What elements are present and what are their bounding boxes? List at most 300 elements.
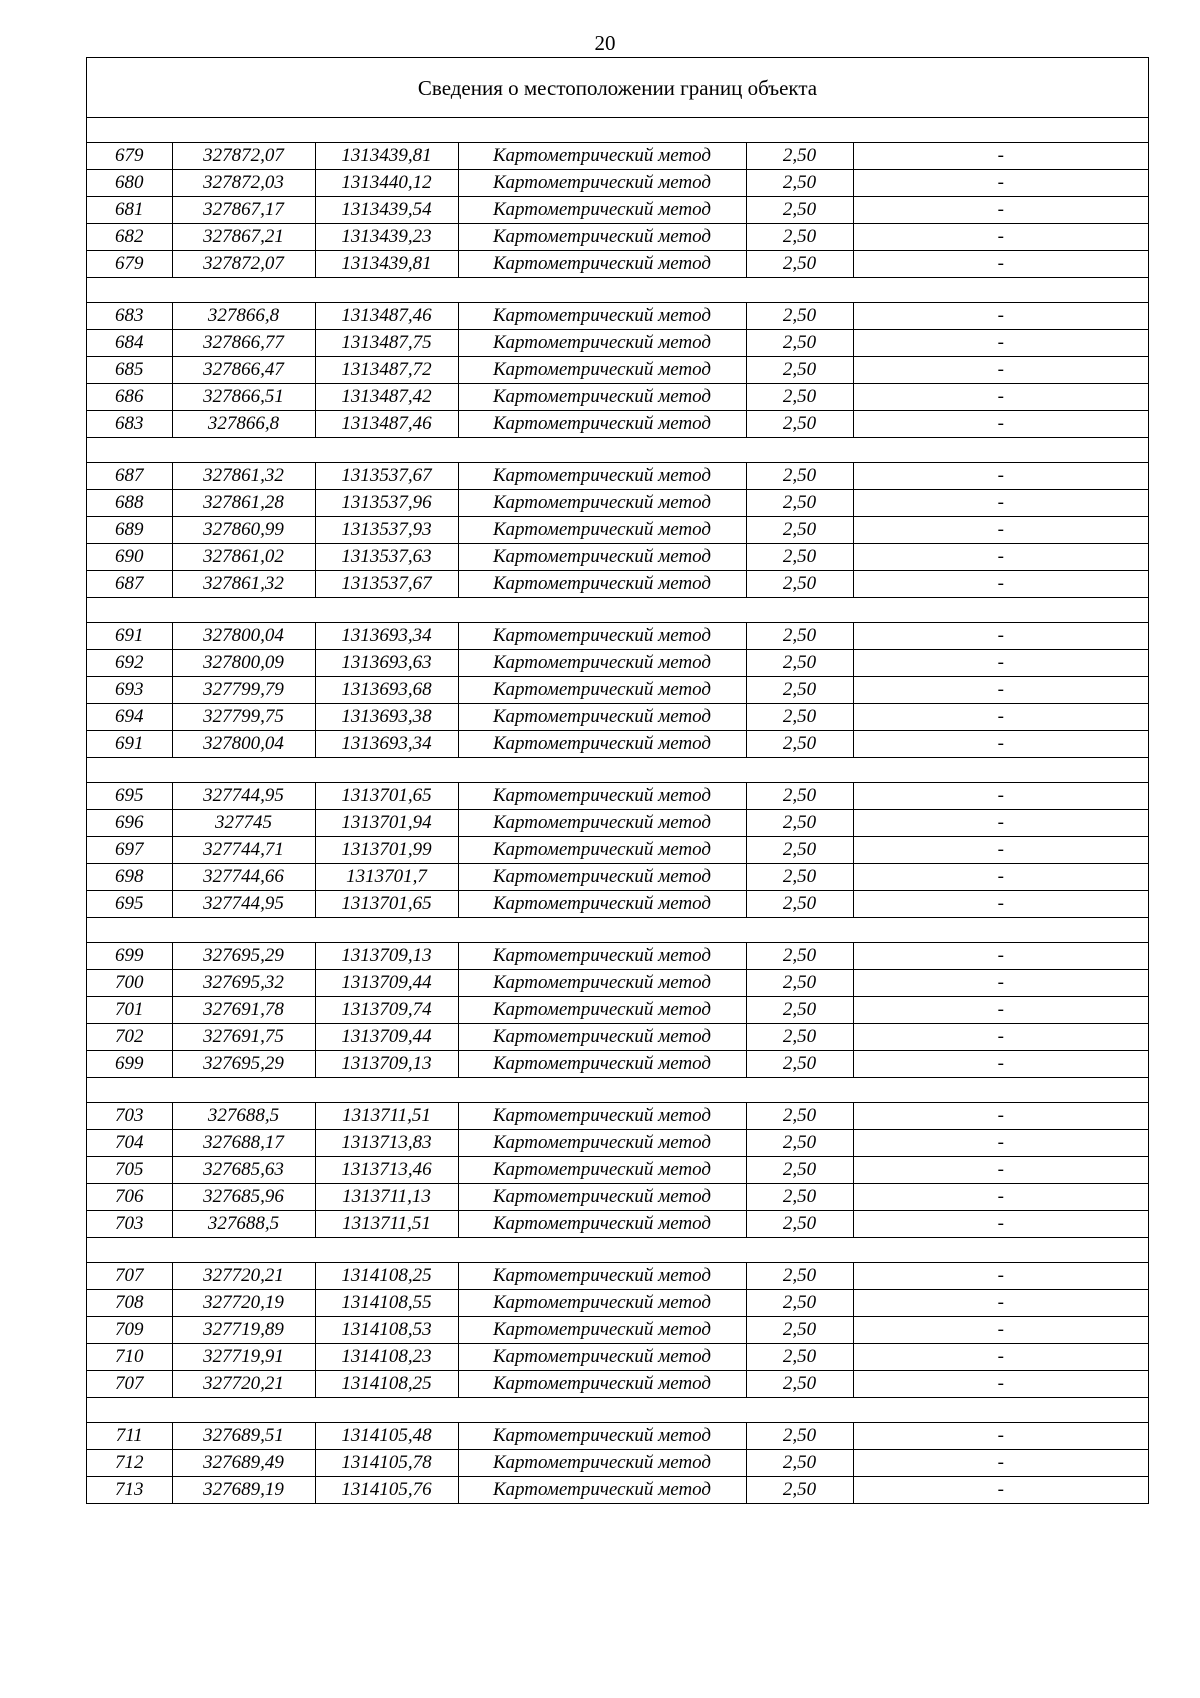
x-coordinate-cell: 327861,32 — [172, 463, 315, 490]
point-number-cell: 687 — [87, 571, 172, 598]
method-cell: Картометрический метод — [458, 731, 746, 758]
x-coordinate-cell: 327689,51 — [172, 1423, 315, 1450]
x-coordinate-cell: 327689,19 — [172, 1477, 315, 1504]
x-coordinate-cell: 327867,21 — [172, 224, 315, 251]
accuracy-cell: 2,50 — [746, 1477, 853, 1504]
separator-cell — [87, 438, 1148, 463]
point-number-cell: 683 — [87, 411, 172, 438]
note-cell: - — [853, 970, 1148, 997]
method-cell: Картометрический метод — [458, 1477, 746, 1504]
separator-row — [87, 598, 1148, 623]
point-number-cell: 681 — [87, 197, 172, 224]
method-cell: Картометрический метод — [458, 357, 746, 384]
y-coordinate-cell: 1314108,55 — [315, 1290, 458, 1317]
point-number-cell: 682 — [87, 224, 172, 251]
note-cell: - — [853, 463, 1148, 490]
point-number-cell: 696 — [87, 810, 172, 837]
separator-row — [87, 278, 1148, 303]
point-number-cell: 700 — [87, 970, 172, 997]
table-row — [87, 170, 1148, 197]
y-coordinate-cell: 1313439,54 — [315, 197, 458, 224]
y-coordinate-cell: 1313487,42 — [315, 384, 458, 411]
x-coordinate-cell: 327800,04 — [172, 623, 315, 650]
table-row — [87, 783, 1148, 810]
separator-cell — [87, 918, 1148, 943]
y-coordinate-cell: 1313709,74 — [315, 997, 458, 1024]
note-cell: - — [853, 197, 1148, 224]
table-row — [87, 650, 1148, 677]
y-coordinate-cell: 1313709,44 — [315, 970, 458, 997]
point-number-cell: 703 — [87, 1103, 172, 1130]
point-number-cell: 698 — [87, 864, 172, 891]
table-row — [87, 1423, 1148, 1450]
x-coordinate-cell: 327720,21 — [172, 1371, 315, 1398]
note-cell: - — [853, 650, 1148, 677]
accuracy-cell: 2,50 — [746, 1450, 853, 1477]
y-coordinate-cell: 1313711,51 — [315, 1211, 458, 1238]
table-row — [87, 1371, 1148, 1398]
method-cell: Картометрический метод — [458, 1344, 746, 1371]
note-cell: - — [853, 1263, 1148, 1290]
method-cell: Картометрический метод — [458, 704, 746, 731]
note-cell: - — [853, 1157, 1148, 1184]
x-coordinate-cell: 327744,95 — [172, 891, 315, 918]
method-cell: Картометрический метод — [458, 1130, 746, 1157]
method-cell: Картометрический метод — [458, 783, 746, 810]
accuracy-cell: 2,50 — [746, 517, 853, 544]
x-coordinate-cell: 327800,09 — [172, 650, 315, 677]
accuracy-cell: 2,50 — [746, 783, 853, 810]
point-number-cell: 685 — [87, 357, 172, 384]
method-cell: Картометрический метод — [458, 1317, 746, 1344]
method-cell: Картометрический метод — [458, 544, 746, 571]
note-cell: - — [853, 1290, 1148, 1317]
point-number-cell: 687 — [87, 463, 172, 490]
table-row — [87, 1450, 1148, 1477]
point-number-cell: 699 — [87, 1051, 172, 1078]
method-cell: Картометрический метод — [458, 1051, 746, 1078]
method-cell: Картометрический метод — [458, 1211, 746, 1238]
table-row — [87, 837, 1148, 864]
x-coordinate-cell: 327695,29 — [172, 943, 315, 970]
accuracy-cell: 2,50 — [746, 1371, 853, 1398]
method-cell: Картометрический метод — [458, 650, 746, 677]
point-number-cell: 702 — [87, 1024, 172, 1051]
x-coordinate-cell: 327861,32 — [172, 571, 315, 598]
method-cell: Картометрический метод — [458, 224, 746, 251]
accuracy-cell: 2,50 — [746, 384, 853, 411]
method-cell: Картометрический метод — [458, 571, 746, 598]
x-coordinate-cell: 327866,8 — [172, 303, 315, 330]
y-coordinate-cell: 1314105,76 — [315, 1477, 458, 1504]
method-cell: Картометрический метод — [458, 251, 746, 278]
table-row — [87, 891, 1148, 918]
y-coordinate-cell: 1314108,25 — [315, 1263, 458, 1290]
point-number-cell: 686 — [87, 384, 172, 411]
table-row — [87, 997, 1148, 1024]
x-coordinate-cell: 327719,91 — [172, 1344, 315, 1371]
y-coordinate-cell: 1313537,67 — [315, 571, 458, 598]
x-coordinate-cell: 327685,96 — [172, 1184, 315, 1211]
point-number-cell: 707 — [87, 1371, 172, 1398]
point-number-cell: 695 — [87, 783, 172, 810]
note-cell: - — [853, 810, 1148, 837]
table-row — [87, 943, 1148, 970]
point-number-cell: 679 — [87, 251, 172, 278]
y-coordinate-cell: 1313537,63 — [315, 544, 458, 571]
method-cell: Картометрический метод — [458, 1423, 746, 1450]
y-coordinate-cell: 1313487,75 — [315, 330, 458, 357]
point-number-cell: 688 — [87, 490, 172, 517]
y-coordinate-cell: 1313487,46 — [315, 303, 458, 330]
point-number-cell: 680 — [87, 170, 172, 197]
x-coordinate-cell: 327688,17 — [172, 1130, 315, 1157]
note-cell: - — [853, 837, 1148, 864]
table-row — [87, 677, 1148, 704]
y-coordinate-cell: 1313693,34 — [315, 731, 458, 758]
table-row — [87, 1184, 1148, 1211]
table-row — [87, 1051, 1148, 1078]
method-cell: Картометрический метод — [458, 490, 746, 517]
x-coordinate-cell: 327691,75 — [172, 1024, 315, 1051]
y-coordinate-cell: 1314105,48 — [315, 1423, 458, 1450]
method-cell: Картометрический метод — [458, 1103, 746, 1130]
y-coordinate-cell: 1313709,13 — [315, 943, 458, 970]
note-cell: - — [853, 544, 1148, 571]
separator-row — [87, 758, 1148, 783]
method-cell: Картометрический метод — [458, 810, 746, 837]
accuracy-cell: 2,50 — [746, 170, 853, 197]
x-coordinate-cell: 327745 — [172, 810, 315, 837]
point-number-cell: 691 — [87, 731, 172, 758]
table-row — [87, 1130, 1148, 1157]
note-cell: - — [853, 1450, 1148, 1477]
table-row — [87, 384, 1148, 411]
point-number-cell: 690 — [87, 544, 172, 571]
x-coordinate-cell: 327799,79 — [172, 677, 315, 704]
y-coordinate-cell: 1313487,72 — [315, 357, 458, 384]
x-coordinate-cell: 327866,51 — [172, 384, 315, 411]
accuracy-cell: 2,50 — [746, 330, 853, 357]
y-coordinate-cell: 1313693,38 — [315, 704, 458, 731]
table-row — [87, 1024, 1148, 1051]
note-cell: - — [853, 1371, 1148, 1398]
table-row — [87, 224, 1148, 251]
table-row — [87, 1157, 1148, 1184]
note-cell: - — [853, 357, 1148, 384]
note-cell: - — [853, 251, 1148, 278]
accuracy-cell: 2,50 — [746, 251, 853, 278]
note-cell: - — [853, 490, 1148, 517]
x-coordinate-cell: 327688,5 — [172, 1211, 315, 1238]
method-cell: Картометрический метод — [458, 1450, 746, 1477]
y-coordinate-cell: 1313537,93 — [315, 517, 458, 544]
x-coordinate-cell: 327867,17 — [172, 197, 315, 224]
separator-row — [87, 1078, 1148, 1103]
y-coordinate-cell: 1313439,23 — [315, 224, 458, 251]
method-cell: Картометрический метод — [458, 997, 746, 1024]
y-coordinate-cell: 1313711,13 — [315, 1184, 458, 1211]
point-number-cell: 691 — [87, 623, 172, 650]
separator-row — [87, 918, 1148, 943]
table-row — [87, 1317, 1148, 1344]
y-coordinate-cell: 1313439,81 — [315, 143, 458, 170]
x-coordinate-cell: 327689,49 — [172, 1450, 315, 1477]
table-row — [87, 143, 1148, 170]
separator-cell — [87, 1078, 1148, 1103]
note-cell: - — [853, 143, 1148, 170]
point-number-cell: 694 — [87, 704, 172, 731]
x-coordinate-cell: 327872,07 — [172, 251, 315, 278]
note-cell: - — [853, 1317, 1148, 1344]
note-cell: - — [853, 303, 1148, 330]
separator-cell — [87, 1398, 1148, 1423]
accuracy-cell: 2,50 — [746, 303, 853, 330]
x-coordinate-cell: 327860,99 — [172, 517, 315, 544]
table-title: Сведения о местоположении границ объекта — [87, 58, 1148, 118]
y-coordinate-cell: 1313537,67 — [315, 463, 458, 490]
x-coordinate-cell: 327744,71 — [172, 837, 315, 864]
x-coordinate-cell: 327695,32 — [172, 970, 315, 997]
table-row — [87, 704, 1148, 731]
method-cell: Картометрический метод — [458, 837, 746, 864]
table-body — [87, 118, 1148, 1503]
method-cell: Картометрический метод — [458, 623, 746, 650]
page-number: 20 — [594, 31, 616, 55]
table-row — [87, 1263, 1148, 1290]
table-row — [87, 1290, 1148, 1317]
separator-cell — [87, 598, 1148, 623]
x-coordinate-cell: 327720,19 — [172, 1290, 315, 1317]
separator-row — [87, 118, 1148, 143]
method-cell: Картометрический метод — [458, 891, 746, 918]
method-cell: Картометрический метод — [458, 517, 746, 544]
y-coordinate-cell: 1314108,23 — [315, 1344, 458, 1371]
note-cell: - — [853, 997, 1148, 1024]
x-coordinate-cell: 327691,78 — [172, 997, 315, 1024]
point-number-cell: 684 — [87, 330, 172, 357]
point-number-cell: 695 — [87, 891, 172, 918]
y-coordinate-cell: 1313709,13 — [315, 1051, 458, 1078]
y-coordinate-cell: 1313701,94 — [315, 810, 458, 837]
note-cell: - — [853, 384, 1148, 411]
x-coordinate-cell: 327861,02 — [172, 544, 315, 571]
method-cell: Картометрический метод — [458, 411, 746, 438]
table-row — [87, 1477, 1148, 1504]
accuracy-cell: 2,50 — [746, 357, 853, 384]
table-row — [87, 463, 1148, 490]
note-cell: - — [853, 1184, 1148, 1211]
method-cell: Картометрический метод — [458, 1184, 746, 1211]
y-coordinate-cell: 1313693,63 — [315, 650, 458, 677]
accuracy-cell: 2,50 — [746, 544, 853, 571]
method-cell: Картометрический метод — [458, 1371, 746, 1398]
note-cell: - — [853, 891, 1148, 918]
point-number-cell: 703 — [87, 1211, 172, 1238]
accuracy-cell: 2,50 — [746, 997, 853, 1024]
table-row — [87, 970, 1148, 997]
y-coordinate-cell: 1313487,46 — [315, 411, 458, 438]
accuracy-cell: 2,50 — [746, 1211, 853, 1238]
method-cell: Картометрический метод — [458, 864, 746, 891]
method-cell: Картометрический метод — [458, 143, 746, 170]
accuracy-cell: 2,50 — [746, 197, 853, 224]
accuracy-cell: 2,50 — [746, 571, 853, 598]
accuracy-cell: 2,50 — [746, 143, 853, 170]
table-row — [87, 1344, 1148, 1371]
note-cell: - — [853, 411, 1148, 438]
note-cell: - — [853, 731, 1148, 758]
x-coordinate-cell: 327720,21 — [172, 1263, 315, 1290]
x-coordinate-cell: 327744,66 — [172, 864, 315, 891]
accuracy-cell: 2,50 — [746, 1423, 853, 1450]
accuracy-cell: 2,50 — [746, 1051, 853, 1078]
x-coordinate-cell: 327719,89 — [172, 1317, 315, 1344]
boundary-table-frame — [86, 57, 1149, 1504]
accuracy-cell: 2,50 — [746, 224, 853, 251]
separator-row — [87, 1238, 1148, 1263]
y-coordinate-cell: 1313713,46 — [315, 1157, 458, 1184]
y-coordinate-cell: 1313439,81 — [315, 251, 458, 278]
y-coordinate-cell: 1313701,65 — [315, 891, 458, 918]
y-coordinate-cell: 1313713,83 — [315, 1130, 458, 1157]
method-cell: Картометрический метод — [458, 1157, 746, 1184]
point-number-cell: 713 — [87, 1477, 172, 1504]
point-number-cell: 683 — [87, 303, 172, 330]
method-cell: Картометрический метод — [458, 303, 746, 330]
note-cell: - — [853, 677, 1148, 704]
separator-cell — [87, 758, 1148, 783]
accuracy-cell: 2,50 — [746, 1317, 853, 1344]
table-row — [87, 544, 1148, 571]
table-row — [87, 197, 1148, 224]
table-row — [87, 517, 1148, 544]
x-coordinate-cell: 327872,03 — [172, 170, 315, 197]
x-coordinate-cell: 327872,07 — [172, 143, 315, 170]
y-coordinate-cell: 1313693,68 — [315, 677, 458, 704]
accuracy-cell: 2,50 — [746, 677, 853, 704]
method-cell: Картометрический метод — [458, 384, 746, 411]
method-cell: Картометрический метод — [458, 1263, 746, 1290]
method-cell: Картометрический метод — [458, 970, 746, 997]
accuracy-cell: 2,50 — [746, 891, 853, 918]
table-row — [87, 490, 1148, 517]
table-row — [87, 810, 1148, 837]
note-cell: - — [853, 1423, 1148, 1450]
point-number-cell: 706 — [87, 1184, 172, 1211]
table-row — [87, 330, 1148, 357]
method-cell: Картометрический метод — [458, 1024, 746, 1051]
point-number-cell: 692 — [87, 650, 172, 677]
note-cell: - — [853, 943, 1148, 970]
table-row — [87, 1211, 1148, 1238]
note-cell: - — [853, 1103, 1148, 1130]
x-coordinate-cell: 327866,77 — [172, 330, 315, 357]
accuracy-cell: 2,50 — [746, 411, 853, 438]
note-cell: - — [853, 224, 1148, 251]
method-cell: Картометрический метод — [458, 677, 746, 704]
separator-cell — [87, 278, 1148, 303]
note-cell: - — [853, 1051, 1148, 1078]
table-row — [87, 303, 1148, 330]
note-cell: - — [853, 1344, 1148, 1371]
note-cell: - — [853, 623, 1148, 650]
accuracy-cell: 2,50 — [746, 1024, 853, 1051]
accuracy-cell: 2,50 — [746, 1263, 853, 1290]
table-row — [87, 411, 1148, 438]
accuracy-cell: 2,50 — [746, 1184, 853, 1211]
note-cell: - — [853, 1024, 1148, 1051]
point-number-cell: 679 — [87, 143, 172, 170]
table-row — [87, 357, 1148, 384]
accuracy-cell: 2,50 — [746, 943, 853, 970]
note-cell: - — [853, 170, 1148, 197]
point-number-cell: 708 — [87, 1290, 172, 1317]
point-number-cell: 699 — [87, 943, 172, 970]
y-coordinate-cell: 1314108,25 — [315, 1371, 458, 1398]
y-coordinate-cell: 1314108,53 — [315, 1317, 458, 1344]
point-number-cell: 710 — [87, 1344, 172, 1371]
note-cell: - — [853, 517, 1148, 544]
separator-cell — [87, 1238, 1148, 1263]
point-number-cell: 709 — [87, 1317, 172, 1344]
method-cell: Картометрический метод — [458, 330, 746, 357]
accuracy-cell: 2,50 — [746, 650, 853, 677]
table-row — [87, 571, 1148, 598]
method-cell: Картометрический метод — [458, 1290, 746, 1317]
y-coordinate-cell: 1313537,96 — [315, 490, 458, 517]
table-row — [87, 731, 1148, 758]
y-coordinate-cell: 1313440,12 — [315, 170, 458, 197]
x-coordinate-cell: 327861,28 — [172, 490, 315, 517]
y-coordinate-cell: 1313701,7 — [315, 864, 458, 891]
x-coordinate-cell: 327799,75 — [172, 704, 315, 731]
accuracy-cell: 2,50 — [746, 1290, 853, 1317]
y-coordinate-cell: 1314105,78 — [315, 1450, 458, 1477]
accuracy-cell: 2,50 — [746, 1103, 853, 1130]
separator-cell — [87, 118, 1148, 143]
point-number-cell: 712 — [87, 1450, 172, 1477]
y-coordinate-cell: 1313701,65 — [315, 783, 458, 810]
note-cell: - — [853, 783, 1148, 810]
method-cell: Картометрический метод — [458, 463, 746, 490]
accuracy-cell: 2,50 — [746, 864, 853, 891]
point-number-cell: 711 — [87, 1423, 172, 1450]
y-coordinate-cell: 1313693,34 — [315, 623, 458, 650]
point-number-cell: 693 — [87, 677, 172, 704]
note-cell: - — [853, 330, 1148, 357]
method-cell: Картометрический метод — [458, 170, 746, 197]
x-coordinate-cell: 327800,04 — [172, 731, 315, 758]
y-coordinate-cell: 1313711,51 — [315, 1103, 458, 1130]
accuracy-cell: 2,50 — [746, 623, 853, 650]
method-cell: Картометрический метод — [458, 197, 746, 224]
accuracy-cell: 2,50 — [746, 1157, 853, 1184]
x-coordinate-cell: 327744,95 — [172, 783, 315, 810]
accuracy-cell: 2,50 — [746, 704, 853, 731]
point-number-cell: 704 — [87, 1130, 172, 1157]
accuracy-cell: 2,50 — [746, 490, 853, 517]
x-coordinate-cell: 327685,63 — [172, 1157, 315, 1184]
accuracy-cell: 2,50 — [746, 837, 853, 864]
point-number-cell: 701 — [87, 997, 172, 1024]
separator-row — [87, 438, 1148, 463]
accuracy-cell: 2,50 — [746, 1344, 853, 1371]
table-row — [87, 623, 1148, 650]
point-number-cell: 697 — [87, 837, 172, 864]
separator-row — [87, 1398, 1148, 1423]
table-row — [87, 1103, 1148, 1130]
